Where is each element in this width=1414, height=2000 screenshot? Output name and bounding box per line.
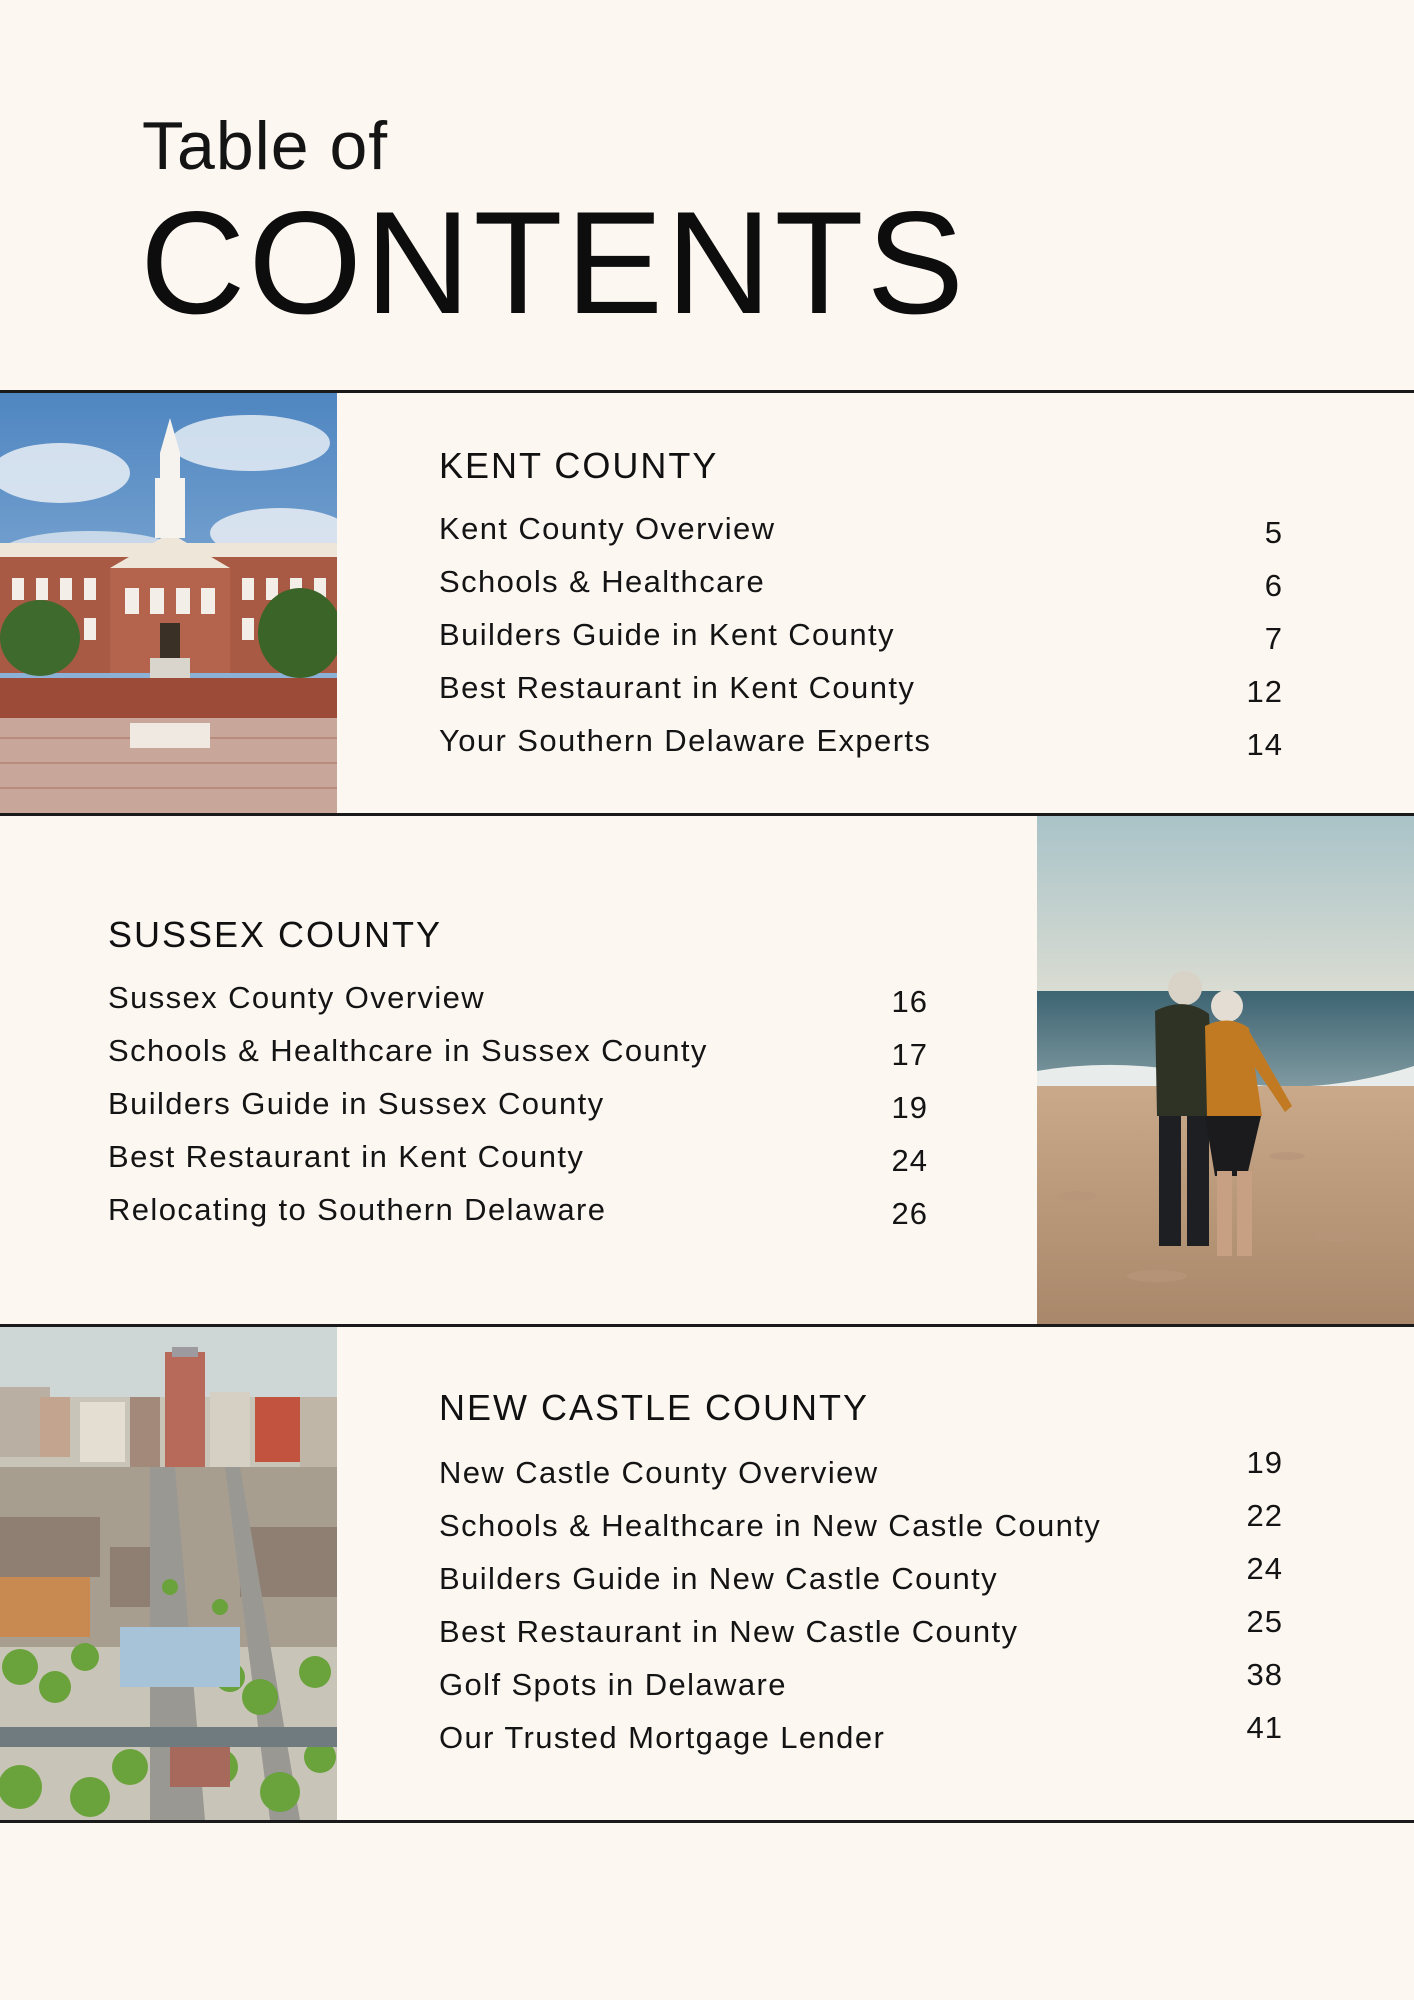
toc-entry[interactable]: [108, 1139, 928, 1192]
toc-entry-label: Schools & Healthcare in New Castle County: [439, 1508, 1102, 1543]
toc-entry[interactable]: [439, 1604, 1283, 1667]
section-title-kent: KENT COUNTY: [439, 445, 719, 486]
toc-entry-label: Schools & Healthcare in Sussex County: [108, 1033, 708, 1068]
toc-entry-label: Best Restaurant in Kent County: [439, 670, 916, 705]
toc-entry[interactable]: [108, 1086, 928, 1139]
toc-entry-label: Our Trusted Mortgage Lender: [439, 1720, 886, 1755]
toc-entry[interactable]: [439, 1551, 1283, 1614]
toc-list-kent: [439, 511, 1283, 776]
toc-entry-page: 41: [1246, 1710, 1283, 1745]
toc-entry-page: 17: [891, 1037, 928, 1072]
toc-entry-page: 24: [891, 1143, 928, 1178]
divider-bottom: [0, 1820, 1414, 1823]
toc-entry-page: 5: [1264, 515, 1283, 550]
toc-entry-page: 6: [1264, 568, 1283, 603]
toc-list-new-castle: [439, 1445, 1283, 1773]
toc-entry[interactable]: [439, 564, 1283, 617]
toc-entry[interactable]: [108, 1033, 928, 1086]
toc-entry-label: Builders Guide in Kent County: [439, 617, 895, 652]
toc-entry[interactable]: [439, 511, 1283, 564]
toc-entry[interactable]: [439, 1498, 1283, 1561]
toc-entry-page: 25: [1246, 1604, 1283, 1639]
toc-entry[interactable]: [439, 723, 1283, 776]
toc-entry-label: Builders Guide in New Castle County: [439, 1561, 999, 1596]
toc-entry-label: Your Southern Delaware Experts: [439, 723, 932, 758]
toc-entry-page: 12: [1246, 674, 1283, 709]
title-line-1: Table of: [142, 108, 389, 184]
toc-list-sussex: [108, 980, 928, 1245]
toc-entry[interactable]: [108, 980, 928, 1033]
toc-entry[interactable]: [439, 1657, 1283, 1720]
toc-entry-label: Schools & Healthcare: [439, 564, 766, 599]
toc-entry-label: Best Restaurant in New Castle County: [439, 1614, 1019, 1649]
toc-entry-label: New Castle County Overview: [439, 1455, 879, 1490]
toc-entry-label: Kent County Overview: [439, 511, 776, 546]
toc-entry-page: 14: [1246, 727, 1283, 762]
toc-entry[interactable]: [439, 617, 1283, 670]
toc-entry[interactable]: [439, 1445, 1283, 1508]
toc-entry-label: Best Restaurant in Kent County: [108, 1139, 585, 1174]
toc-entry-label: Builders Guide in Sussex County: [108, 1086, 605, 1121]
toc-entry-label: Golf Spots in Delaware: [439, 1667, 787, 1702]
toc-entry[interactable]: [439, 670, 1283, 723]
toc-entry-page: 38: [1246, 1657, 1283, 1692]
toc-entry[interactable]: [108, 1192, 928, 1245]
toc-entry-page: 19: [1246, 1445, 1283, 1480]
toc-entry-label: Sussex County Overview: [108, 980, 486, 1015]
toc-entry-page: 19: [891, 1090, 928, 1125]
toc-entry-page: 7: [1264, 621, 1283, 656]
toc-entry-page: 24: [1246, 1551, 1283, 1586]
page-title: CONTENTS: [140, 181, 967, 344]
toc-entry-page: 22: [1246, 1498, 1283, 1533]
toc-entry-label: Relocating to Southern Delaware: [108, 1192, 607, 1227]
section-title-new-castle: NEW CASTLE COUNTY: [439, 1387, 870, 1428]
city-aerial-photo: [0, 1327, 337, 1820]
section-title-sussex: SUSSEX COUNTY: [108, 914, 443, 955]
capitol-building-photo: [0, 393, 337, 813]
toc-entry[interactable]: [439, 1710, 1283, 1773]
beach-couple-photo: [1037, 816, 1414, 1324]
toc-entry-page: 26: [891, 1196, 928, 1231]
toc-entry-page: 16: [891, 984, 928, 1019]
